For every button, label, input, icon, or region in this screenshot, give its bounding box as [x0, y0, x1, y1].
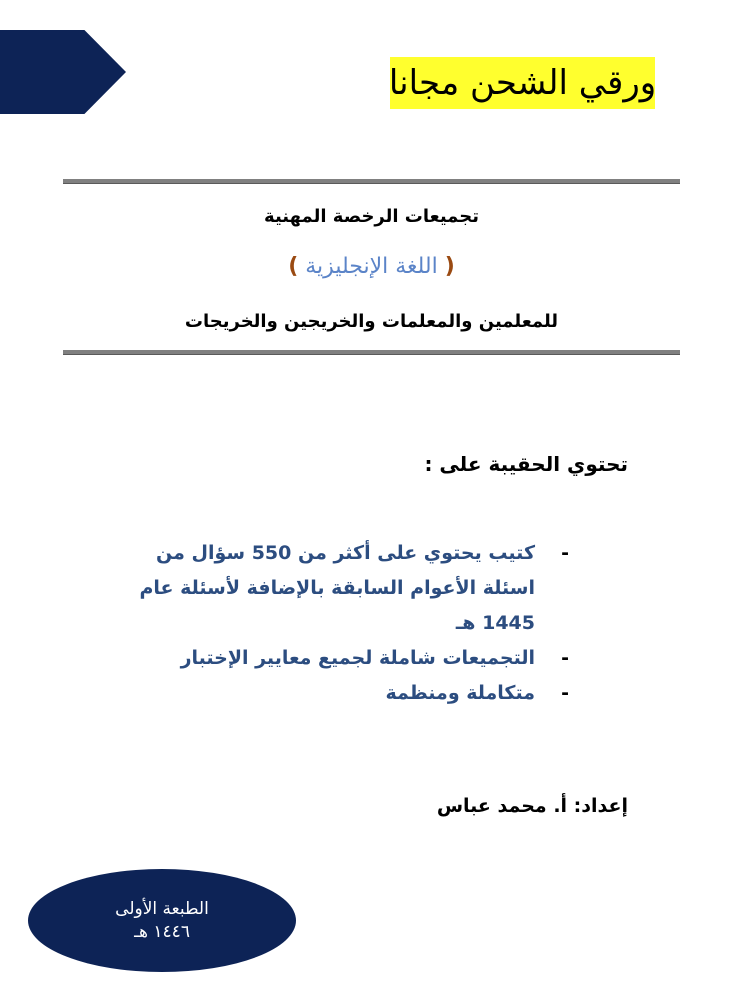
list-item-text: التجميعات شاملة لجميع معايير الإختبار [180, 647, 535, 669]
bullet-dash: - [561, 542, 569, 564]
top-divider [63, 179, 680, 184]
edition-year: ١٤٤٦ هـ [134, 921, 190, 942]
contents-list [123, 536, 569, 711]
subject-paren-open: ( [444, 254, 455, 279]
contents-heading: تحتوي الحقيبة على : [424, 452, 628, 476]
subject-paren-close: ) [288, 254, 299, 279]
list-item [123, 676, 569, 711]
author-credit: إعداد: أ. محمد عباس [436, 795, 628, 817]
highlighted-title: ورقي الشحن مجانا [390, 57, 655, 109]
list-item [123, 536, 569, 641]
subject-title [63, 254, 680, 279]
edition-badge [28, 869, 296, 972]
list-item-text: كتيب يحتوي على أكثر من 550 سؤال من اسئلة الأعوام السابقة بالإضافة لأسئلة عام 1445 هـ [139, 542, 535, 634]
bullet-dash: - [561, 647, 569, 669]
bottom-divider [63, 350, 680, 355]
bullet-dash: - [561, 682, 569, 704]
edition-label: الطبعة الأولى [115, 898, 209, 919]
audience-line: للمعلمين والمعلمات والخريجين والخريجات [184, 311, 559, 332]
list-item-text: متكاملة ومنظمة [385, 682, 535, 704]
license-title: تجميعات الرخصة المهنية [264, 206, 479, 227]
navy-arrow-shape [0, 30, 126, 114]
list-item [123, 641, 569, 676]
subject-text: اللغة الإنجليزية [305, 254, 438, 279]
